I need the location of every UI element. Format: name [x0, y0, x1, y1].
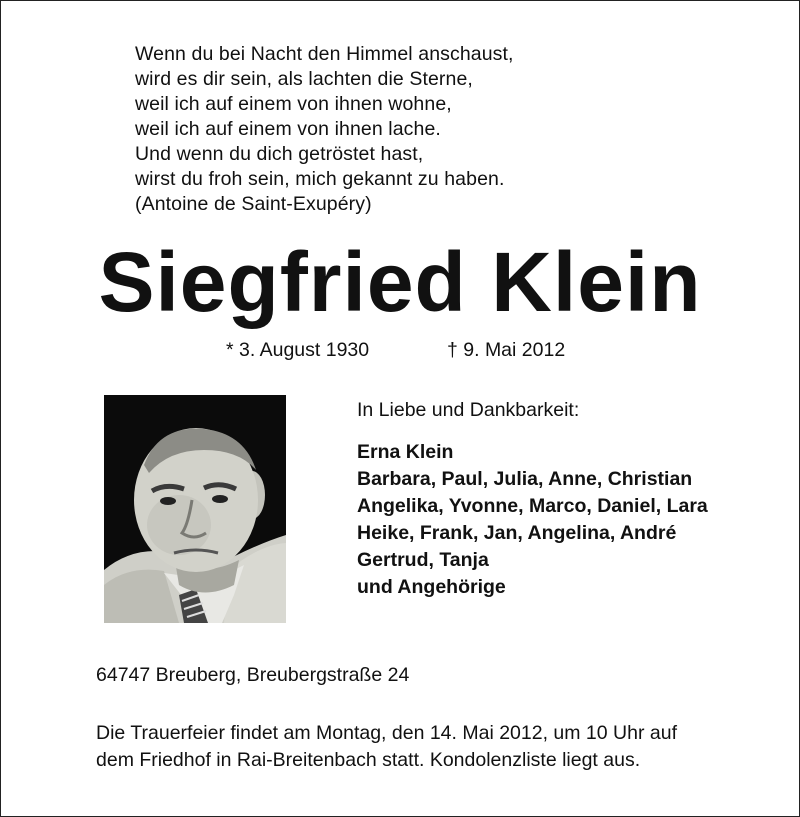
birth-date: * 3. August 1930 — [226, 339, 370, 361]
funeral-notice — [96, 720, 677, 774]
mourner-line: Heike, Frank, Jan, Angelina, André — [357, 522, 677, 544]
poem-line: weil ich auf einem von ihnen lache. — [135, 118, 441, 140]
poem-line: Und wenn du dich getröstet hast, — [135, 143, 424, 165]
mourner-line: Barbara, Paul, Julia, Anne, Christian — [357, 468, 693, 490]
poem-line: wirst du froh sein, mich gekannt zu haben. — [135, 168, 505, 190]
poem-author: (Antoine de Saint-Exupéry) — [135, 193, 372, 215]
poem-line: wird es dir sein, als lachten die Sterne, — [135, 68, 473, 90]
mourner-line: Angelika, Yvonne, Marco, Daniel, Lara — [357, 495, 708, 517]
mourner-line: Erna Klein — [357, 441, 454, 463]
mourners-intro: In Liebe und Dankbarkeit: — [357, 399, 580, 421]
death-date: † 9. Mai 2012 — [447, 339, 566, 361]
poem-line: weil ich auf einem von ihnen wohne, — [135, 93, 452, 115]
portrait-illustration — [104, 395, 286, 623]
poem-line: Wenn du bei Nacht den Himmel anschaust, — [135, 43, 514, 65]
portrait-photo — [104, 395, 286, 623]
address: 64747 Breuberg, Breubergstraße 24 — [96, 664, 410, 686]
mourner-line: Gertrud, Tanja — [357, 549, 489, 571]
notice-line: dem Friedhof in Rai-Breitenbach statt. Kondolenzliste liegt aus. — [96, 749, 641, 771]
poem — [135, 42, 514, 217]
mourners-list — [357, 439, 708, 601]
notice-line: Die Trauerfeier findet am Montag, den 14. Mai 2012, um 10 Uhr auf — [96, 722, 677, 744]
mourner-line: und Angehörige — [357, 576, 506, 598]
deceased-name: Siegfried Klein — [98, 235, 702, 329]
